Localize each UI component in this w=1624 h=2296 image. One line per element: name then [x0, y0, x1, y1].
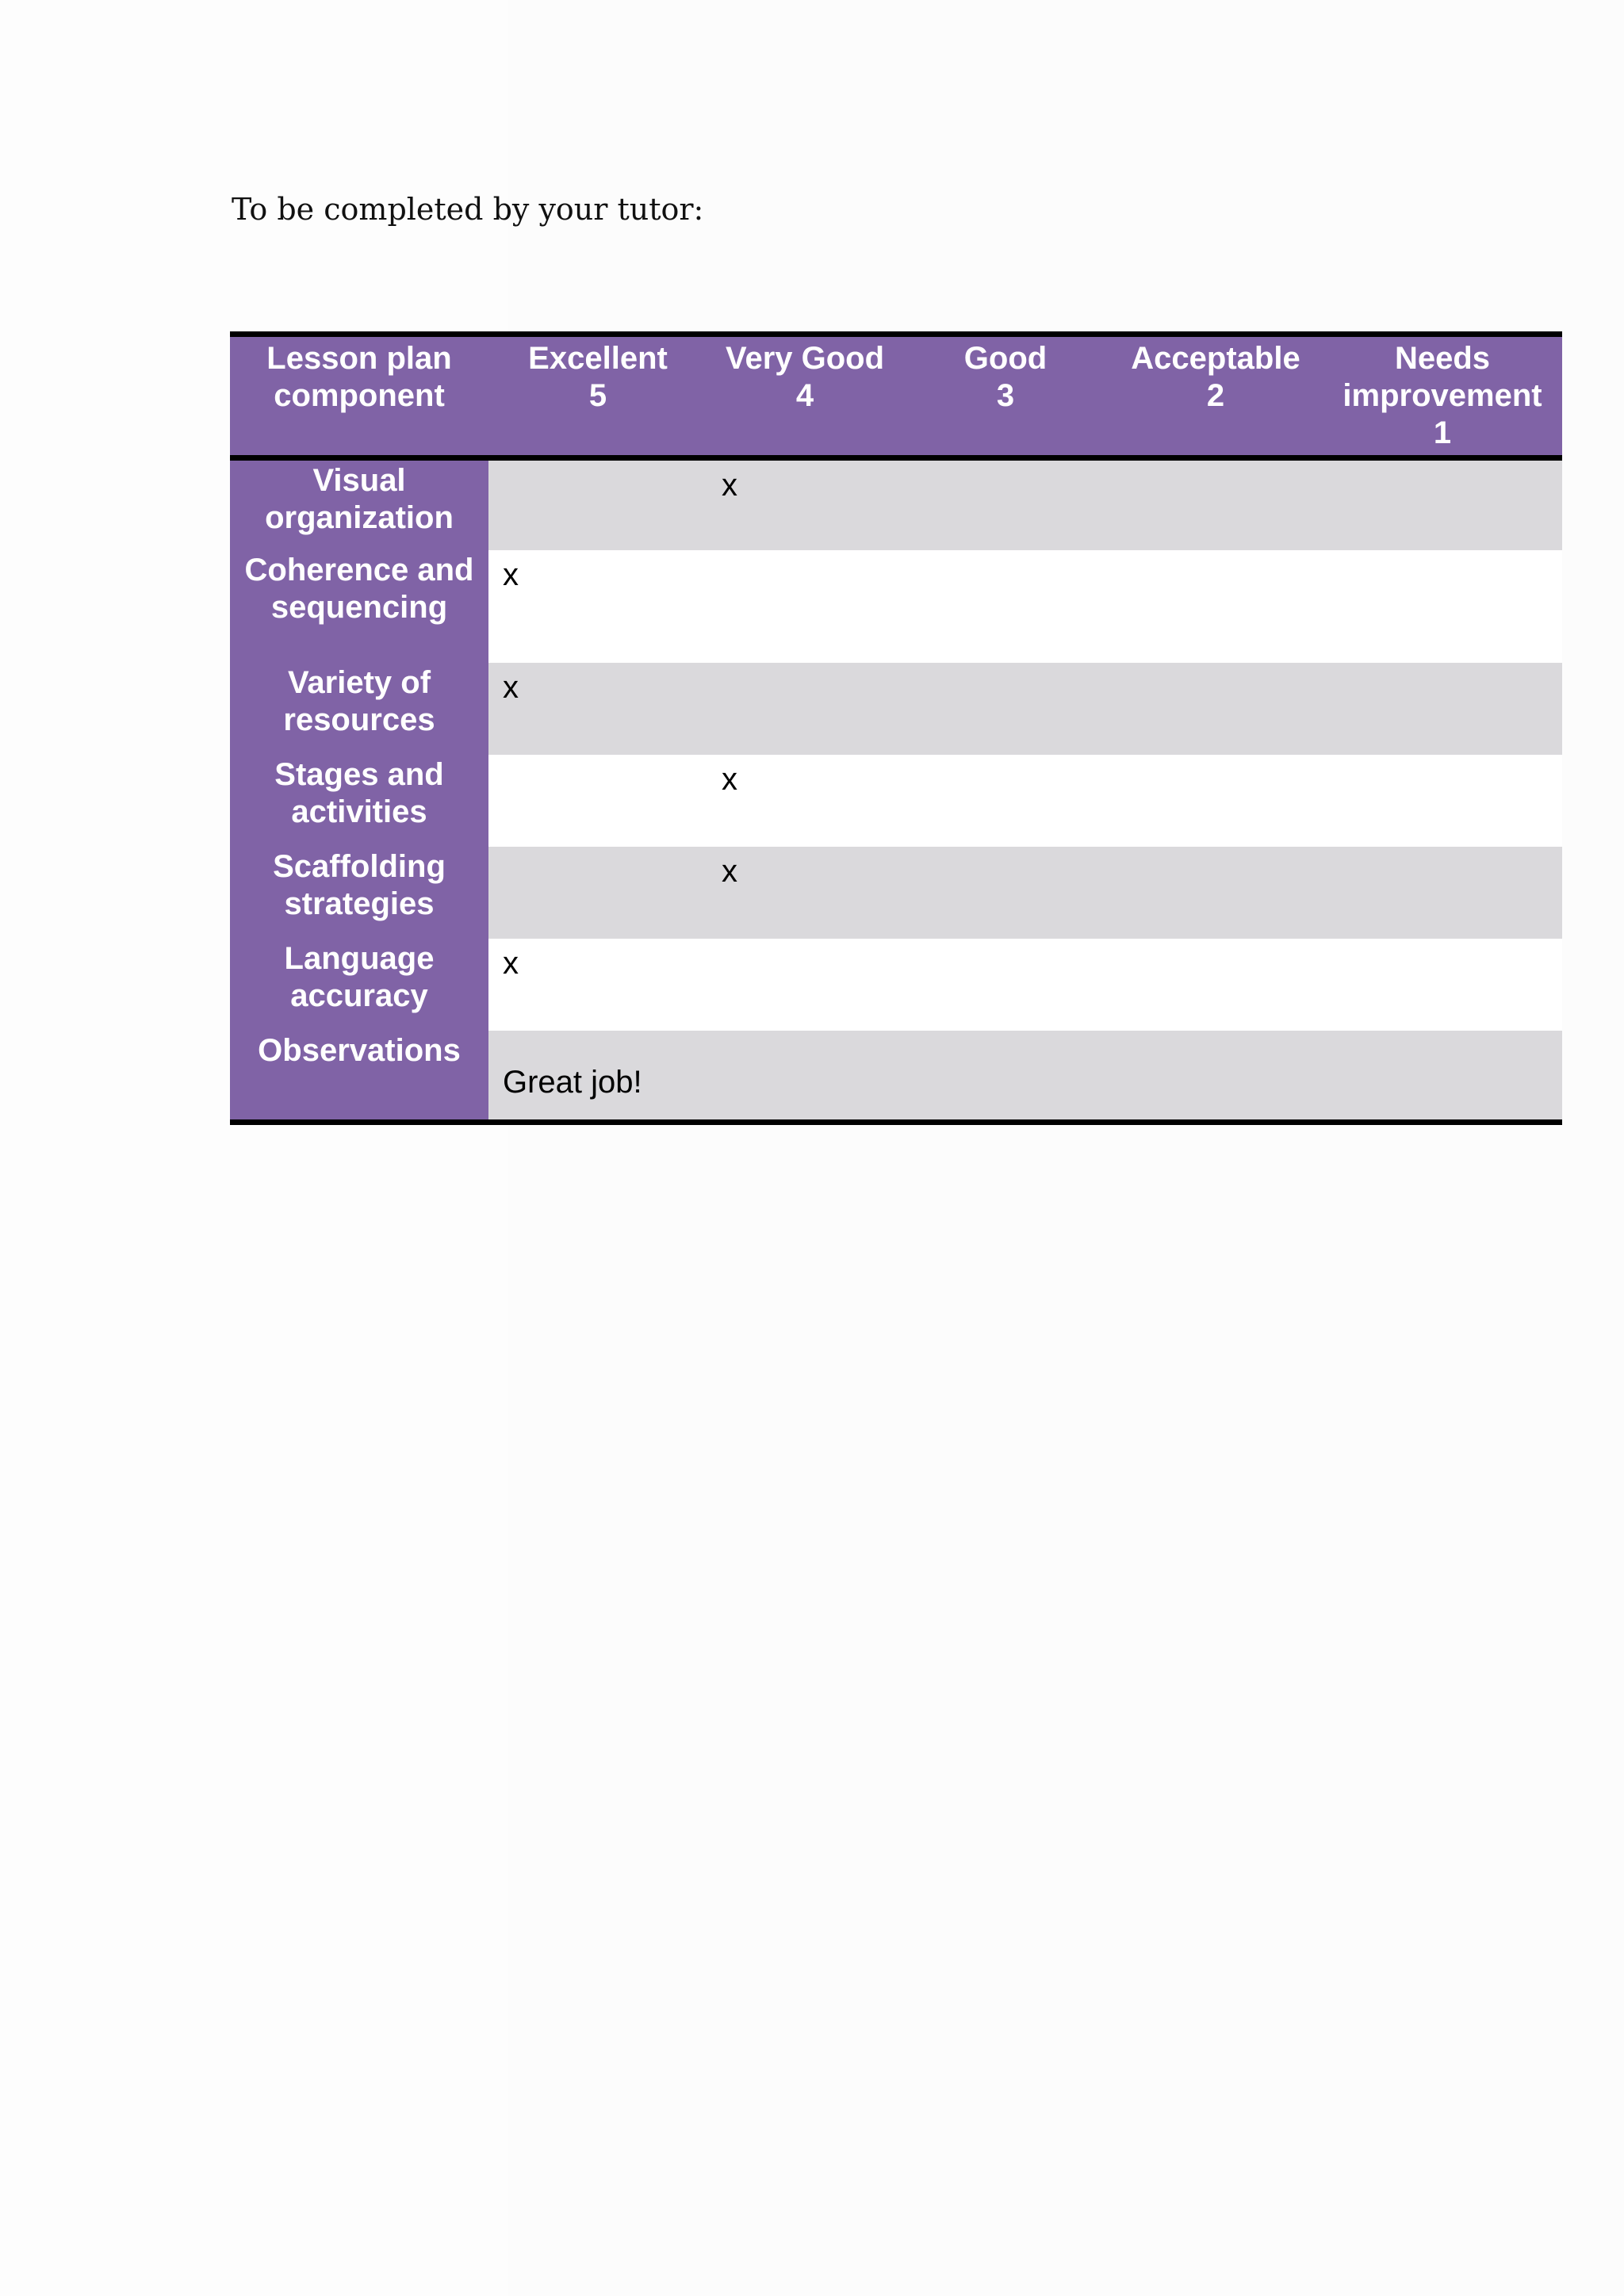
- observations-label: Observations: [230, 1031, 488, 1123]
- mark-cell: [707, 939, 902, 1031]
- mark-cell: [1323, 755, 1562, 847]
- rating-score: 1: [1433, 415, 1452, 450]
- table-row-observations: [230, 1031, 1562, 1123]
- row-component-label: Scaffolding strategies: [230, 847, 488, 939]
- header-row: [230, 335, 1562, 458]
- table-row-coherence-and-sequencing: [230, 550, 1562, 663]
- rating-score: 4: [795, 378, 814, 413]
- header-rating-excellent: [488, 335, 707, 458]
- header-component-line2: component: [274, 378, 445, 413]
- row-component-label: Stages and activities: [230, 755, 488, 847]
- mark-cell: x: [488, 939, 707, 1031]
- table-row-language-accuracy: [230, 939, 1562, 1031]
- header-component-line1: Lesson plan: [266, 341, 452, 376]
- mark-cell: [707, 550, 902, 663]
- mark-cell: [488, 847, 707, 939]
- mark-cell: [1109, 663, 1323, 755]
- mark-cell: [1323, 550, 1562, 663]
- mark-cell: [902, 663, 1109, 755]
- intro-text: To be completed by your tutor:: [232, 192, 704, 227]
- mark-cell: [707, 663, 902, 755]
- table-row-variety-of-resources: [230, 663, 1562, 755]
- rating-score: 3: [996, 378, 1015, 413]
- table-row-stages-and-activities: [230, 755, 1562, 847]
- mark-cell: [902, 755, 1109, 847]
- rating-label: Very Good: [725, 341, 885, 376]
- table-row-visual-organization: [230, 458, 1562, 550]
- row-component-label: Language accuracy: [230, 939, 488, 1031]
- rating-label: Excellent: [528, 341, 668, 376]
- row-component-label: Variety of resources: [230, 663, 488, 755]
- mark-cell: x: [488, 550, 707, 663]
- mark-cell: [1323, 847, 1562, 939]
- header-rating-needs-improvement: [1323, 335, 1562, 458]
- row-component-label: Coherence and sequencing: [230, 550, 488, 663]
- header-rating-good: [902, 335, 1109, 458]
- observations-text: Great job!: [488, 1031, 1562, 1123]
- mark-cell: [902, 458, 1109, 550]
- mark-cell: [1109, 939, 1323, 1031]
- mark-cell: [1323, 458, 1562, 550]
- row-component-label: Visual organization: [230, 458, 488, 550]
- mark-cell: [902, 550, 1109, 663]
- mark-cell: x: [488, 663, 707, 755]
- mark-cell: [1323, 663, 1562, 755]
- rating-score: 2: [1206, 378, 1225, 413]
- mark-cell: [1109, 458, 1323, 550]
- mark-cell: [902, 847, 1109, 939]
- mark-cell: [1109, 550, 1323, 663]
- mark-cell: [902, 939, 1109, 1031]
- rating-score: 5: [588, 378, 607, 413]
- mark-cell: x: [707, 847, 902, 939]
- mark-cell: [1323, 939, 1562, 1031]
- table-row-scaffolding-strategies: [230, 847, 1562, 939]
- rubric-table: [230, 331, 1562, 1125]
- rating-label: Needs improvement: [1342, 341, 1542, 413]
- mark-cell: [1109, 847, 1323, 939]
- mark-cell: [1109, 755, 1323, 847]
- rating-label: Acceptable: [1131, 341, 1300, 376]
- header-rating-very-good: [707, 335, 902, 458]
- rating-label: Good: [963, 341, 1048, 376]
- mark-cell: [488, 458, 707, 550]
- header-component: [230, 335, 488, 458]
- header-rating-acceptable: [1109, 335, 1323, 458]
- mark-cell: x: [707, 458, 902, 550]
- mark-cell: x: [707, 755, 902, 847]
- mark-cell: [488, 755, 707, 847]
